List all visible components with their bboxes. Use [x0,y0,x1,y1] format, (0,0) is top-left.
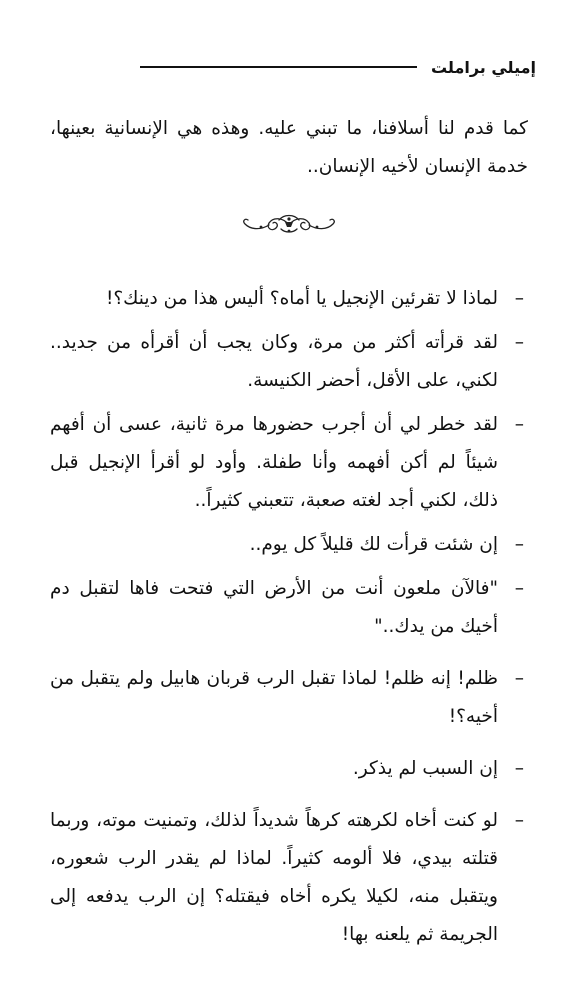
dialogue-dash: – [514,414,524,435]
dialogue-line [50,406,528,520]
dialogue-text: إن السبب لم يذكر. [352,758,498,779]
intro-paragraph: كما قدم لنا أسلافنا، ما تبني عليه. وهذه هي الإنسانية بعينها، خدمة الإنسان لأخيه الإنسان.. [50,118,528,177]
header-rule [140,66,417,68]
dialogue-line [50,802,528,954]
running-header [140,52,536,82]
dialogue-text: "فالآن ملعون أنت من الأرض التي فتحت فاها لتقبل دم أخيك من يدك.." [50,578,498,637]
dialogue-text: لو كنت أخاه لكرهته كرهاً شديداً لذلك، وتمنيت موته، وربما قتلته بيدي، فلا ألومه كثيراً. لماذا لم يقدر الرب شعوره، ويتقبل منه، لكيلا يكره أخاه فيقتله؟ إن الرب يدفعه إلى الجريمة ثم يلعنه بها! [50,810,498,945]
dialogue-list [50,280,528,960]
dialogue-dash: – [514,288,524,309]
dialogue-dash: – [514,578,524,599]
dialogue-text: لماذا لا تقرئين الإنجيل يا أماه؟ أليس هذا من دينك؟! [105,288,498,309]
dialogue-dash: – [514,810,524,831]
dialogue-text: لقد خطر لي أن أجرب حضورها مرة ثانية، عسى أن أفهم شيئاً لم أكن أفهمه وأنا طفلة. وأود لو أقرأ الإنجيل قبل ذلك، لكني أجد لغته صعبة، تتعبني كثيراً.. [50,414,498,511]
dialogue-line [50,750,528,788]
dialogue-line [50,660,528,736]
dialogue-line [50,570,528,646]
header-author: إميلي براملت [430,57,536,77]
dialogue-line [50,526,528,564]
dialogue-text: ظلم! إنه ظلم! لماذا تقبل الرب قربان هابيل ولم يتقبل من أخيه؟! [50,668,498,727]
dialogue-line [50,324,528,400]
dialogue-line [50,280,528,318]
dialogue-dash: – [514,332,524,353]
flourish-ornament-icon [239,208,339,242]
dialogue-text: إن شئت قرأت لك قليلاً كل يوم.. [249,534,498,555]
dialogue-text: لقد قرأته أكثر من مرة، وكان يجب أن أقرأه من جديد.. لكني، على الأقل، أحضر الكنيسة. [50,332,498,391]
dialogue-dash: – [514,534,524,555]
dialogue-dash: – [514,668,524,689]
dialogue-dash: – [514,758,524,779]
